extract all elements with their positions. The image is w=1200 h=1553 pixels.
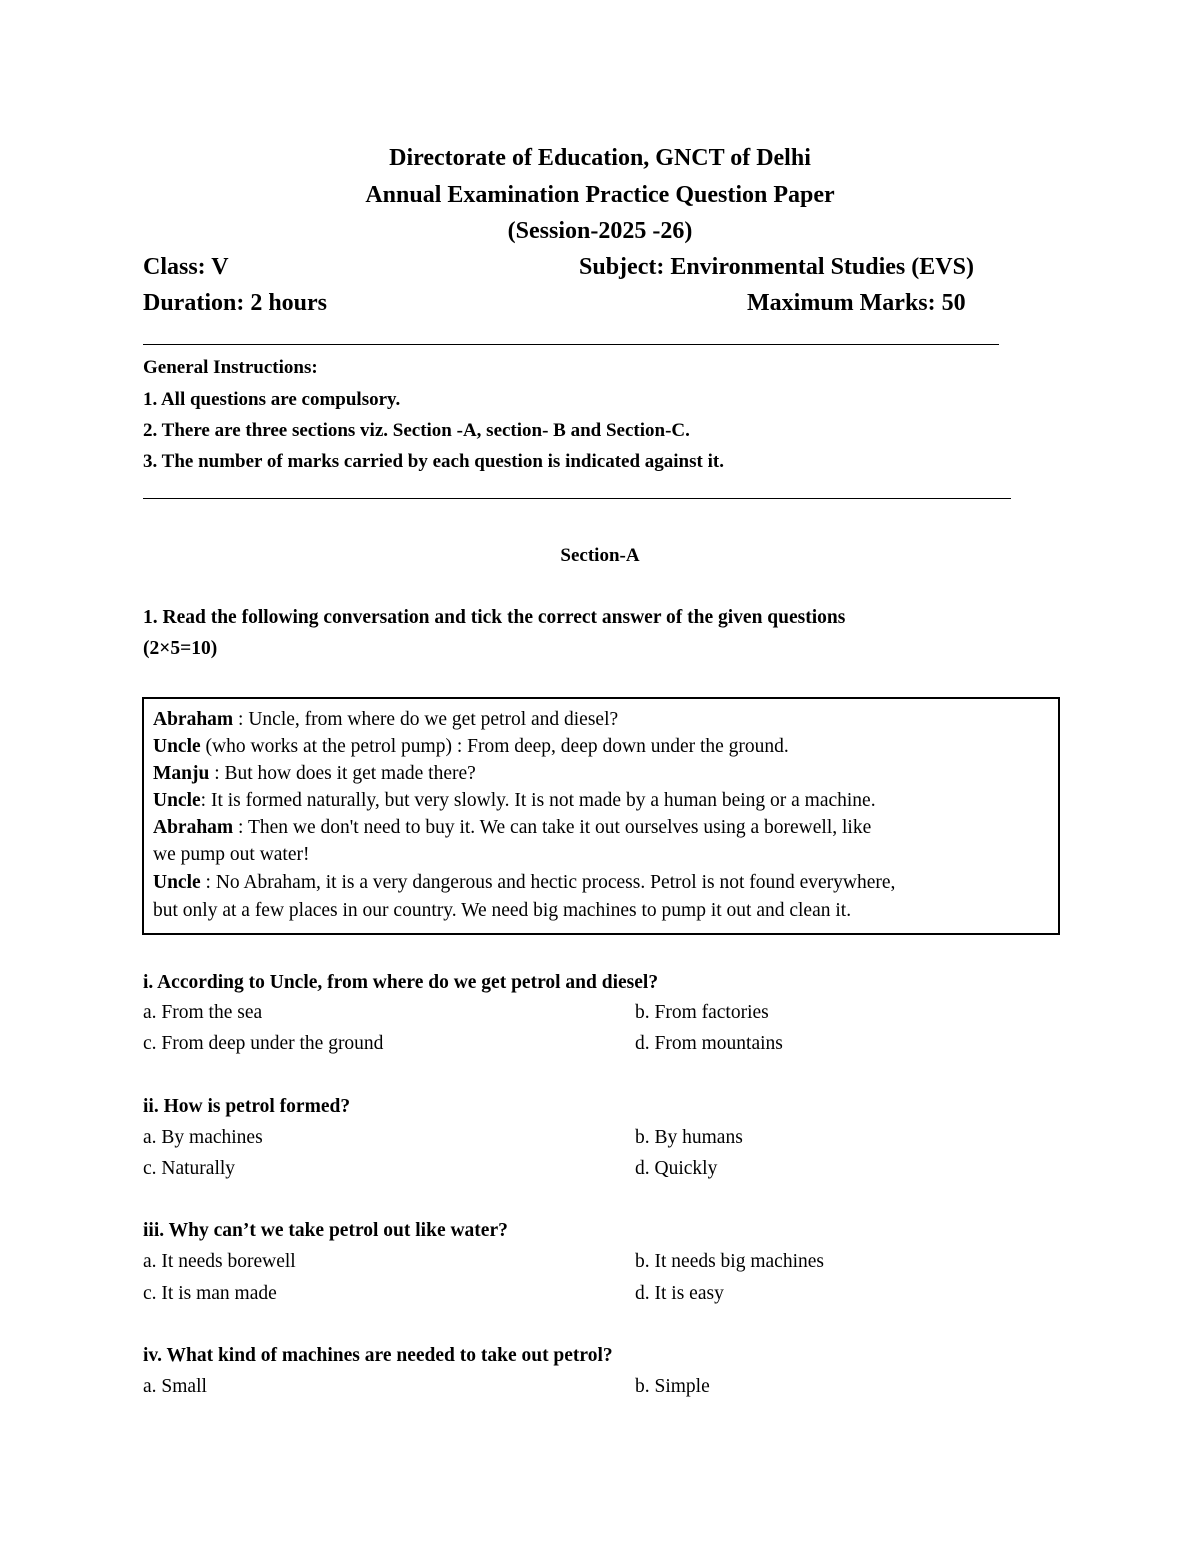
option-c[interactable]: c. From deep under the ground bbox=[143, 1033, 384, 1054]
option-a[interactable]: a. Small bbox=[143, 1376, 207, 1397]
directorate-title: Directorate of Education, GNCT of Delhi bbox=[389, 145, 811, 171]
passage-speaker: Uncle bbox=[153, 736, 201, 757]
instruction-item: 3. The number of marks carried by each question is indicated against it. bbox=[143, 451, 724, 472]
passage-text: : But how does it get made there? bbox=[209, 763, 476, 784]
instructions-divider bbox=[143, 498, 1011, 499]
option-a[interactable]: a. By machines bbox=[143, 1127, 263, 1148]
option-a[interactable]: a. From the sea bbox=[143, 1002, 263, 1023]
option-a[interactable]: a. It needs borewell bbox=[143, 1251, 296, 1272]
option-c[interactable]: c. It is man made bbox=[143, 1283, 277, 1304]
passage-line bbox=[153, 735, 789, 759]
passage-speaker: Abraham bbox=[153, 709, 234, 730]
passage-line bbox=[153, 789, 876, 813]
passage-speaker: Abraham bbox=[153, 817, 234, 838]
section-a-title: Section-A bbox=[560, 545, 640, 566]
question-1-text: 1. Read the following conversation and tick the correct answer of the given questions bbox=[143, 607, 846, 628]
passage-text: : Uncle, from where do we get petrol and diesel? bbox=[233, 709, 619, 730]
passage-line bbox=[153, 899, 851, 923]
instruction-item: 2. There are three sections viz. Section -A, section- B and Section-C. bbox=[143, 420, 690, 441]
sub-question-iii: iii. Why can’t we take petrol out like water? bbox=[143, 1220, 508, 1241]
passage-text: : No Abraham, it is a very dangerous and hectic process. Petrol is not found everywhere, bbox=[200, 872, 896, 893]
option-c[interactable]: c. Naturally bbox=[143, 1158, 236, 1179]
instruction-item: 1. All questions are compulsory. bbox=[143, 389, 401, 410]
duration-label: Duration: 2 hours bbox=[143, 290, 328, 316]
class-label: Class: V bbox=[143, 254, 229, 280]
option-b[interactable]: b. Simple bbox=[635, 1376, 710, 1397]
paper-title: Annual Examination Practice Question Paper bbox=[365, 182, 835, 208]
passage-speaker: Uncle bbox=[153, 872, 201, 893]
passage-speaker: Manju bbox=[153, 763, 210, 784]
sub-question-ii: ii. How is petrol formed? bbox=[143, 1096, 351, 1117]
option-d[interactable]: d. Quickly bbox=[635, 1158, 718, 1179]
instructions-heading: General Instructions: bbox=[143, 357, 318, 378]
option-b[interactable]: b. From factories bbox=[635, 1002, 769, 1023]
option-b[interactable]: b. It needs big machines bbox=[635, 1251, 824, 1272]
passage-text: : Then we don't need to buy it. We can take it out ourselves using a borewell, like bbox=[233, 817, 872, 838]
sub-question-i: i. According to Uncle, from where do we get petrol and diesel? bbox=[143, 972, 659, 993]
passage-text: : It is formed naturally, but very slowly. It is not made by a human being or a machine. bbox=[200, 790, 876, 811]
option-b[interactable]: b. By humans bbox=[635, 1127, 743, 1148]
passage-speaker: Uncle bbox=[153, 790, 201, 811]
passage-text: but only at a few places in our country. We need big machines to pump it out and clean it. bbox=[153, 900, 852, 921]
option-d[interactable]: d. From mountains bbox=[635, 1033, 783, 1054]
passage-line bbox=[153, 843, 310, 867]
header-divider bbox=[143, 344, 999, 345]
passage-line bbox=[153, 871, 895, 895]
passage-line bbox=[153, 708, 618, 732]
max-marks-label: Maximum Marks: 50 bbox=[747, 290, 966, 316]
session-title: (Session-2025 -26) bbox=[507, 218, 693, 244]
passage-text: we pump out water! bbox=[153, 844, 310, 865]
passage-line bbox=[153, 762, 476, 786]
subject-label: Subject: Environmental Studies (EVS) bbox=[579, 254, 974, 280]
passage-line bbox=[153, 816, 871, 840]
option-d[interactable]: d. It is easy bbox=[635, 1283, 724, 1304]
passage-text: (who works at the petrol pump) : From deep, deep down under the ground. bbox=[200, 736, 789, 757]
sub-question-iv: iv. What kind of machines are needed to take out petrol? bbox=[143, 1345, 613, 1366]
question-1-marks: (2×5=10) bbox=[143, 638, 218, 659]
conversation-passage bbox=[142, 697, 1060, 935]
